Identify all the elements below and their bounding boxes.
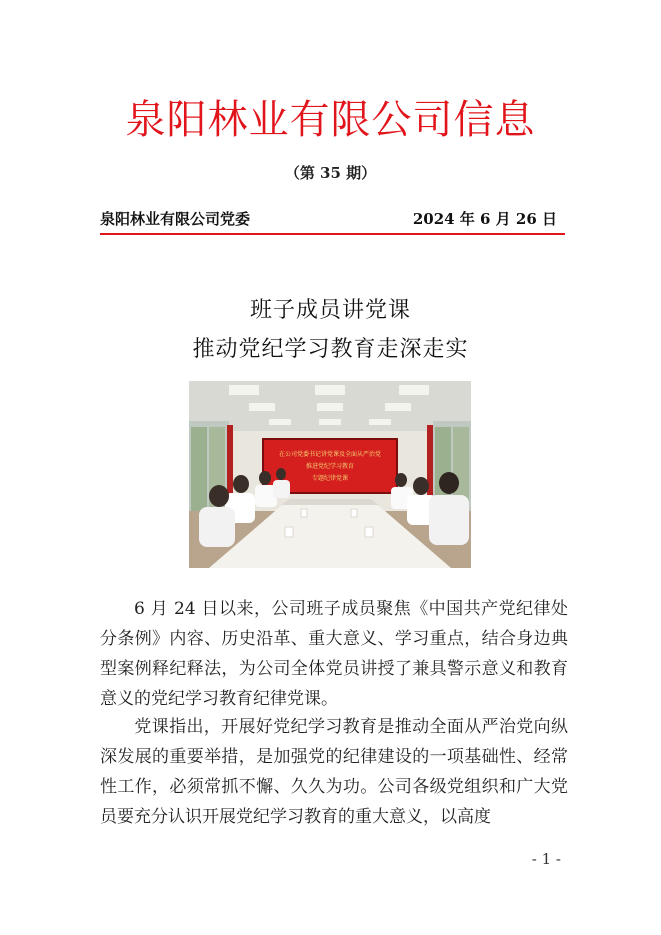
article-paragraph-2: 党课指出，开展好党纪学习教育是推动全面从严治党向纵深发展的重要举措，是加强党的纪律建设的一项基础性、经常性工作，必须常抓不懈、久久为功。公司各级党组织和广大党员要充分认识开展党纪学习教育的重大意义，以高度 xyxy=(100,717,568,827)
header-divider xyxy=(100,233,565,235)
screen-text-line3: 专题纪律党课 xyxy=(311,475,349,482)
screen-text-line2: 推进党纪学习教育 xyxy=(305,463,355,470)
article-title-line1: 班子成员讲党课 xyxy=(249,298,411,323)
screen-text-line1: 在公司党委书记讲党课及全面从严治党 xyxy=(278,451,382,458)
article-title-line2: 推动党纪学习教育走深走实 xyxy=(192,337,469,362)
issue-number: （第 35 期） xyxy=(284,164,377,182)
meeting-photo xyxy=(189,381,471,568)
article-paragraph-1: 6 月 24 日以来，公司班子成员聚焦《中国共产党纪律处分条例》内容、历史沿革、重大意义、学习重点，结合身边典型案例释纪释法，为公司全体党员讲授了兼具警示意义和教育意义的党纪学习教育纪律党课。 xyxy=(100,599,568,709)
masthead-title: 泉阳林业有限公司信息 xyxy=(125,97,536,143)
page-number: - 1 - xyxy=(531,850,561,868)
issuer-name: 泉阳林业有限公司党委 xyxy=(100,210,251,228)
publish-date: 2024 年 6 月 26 日 xyxy=(412,210,557,228)
